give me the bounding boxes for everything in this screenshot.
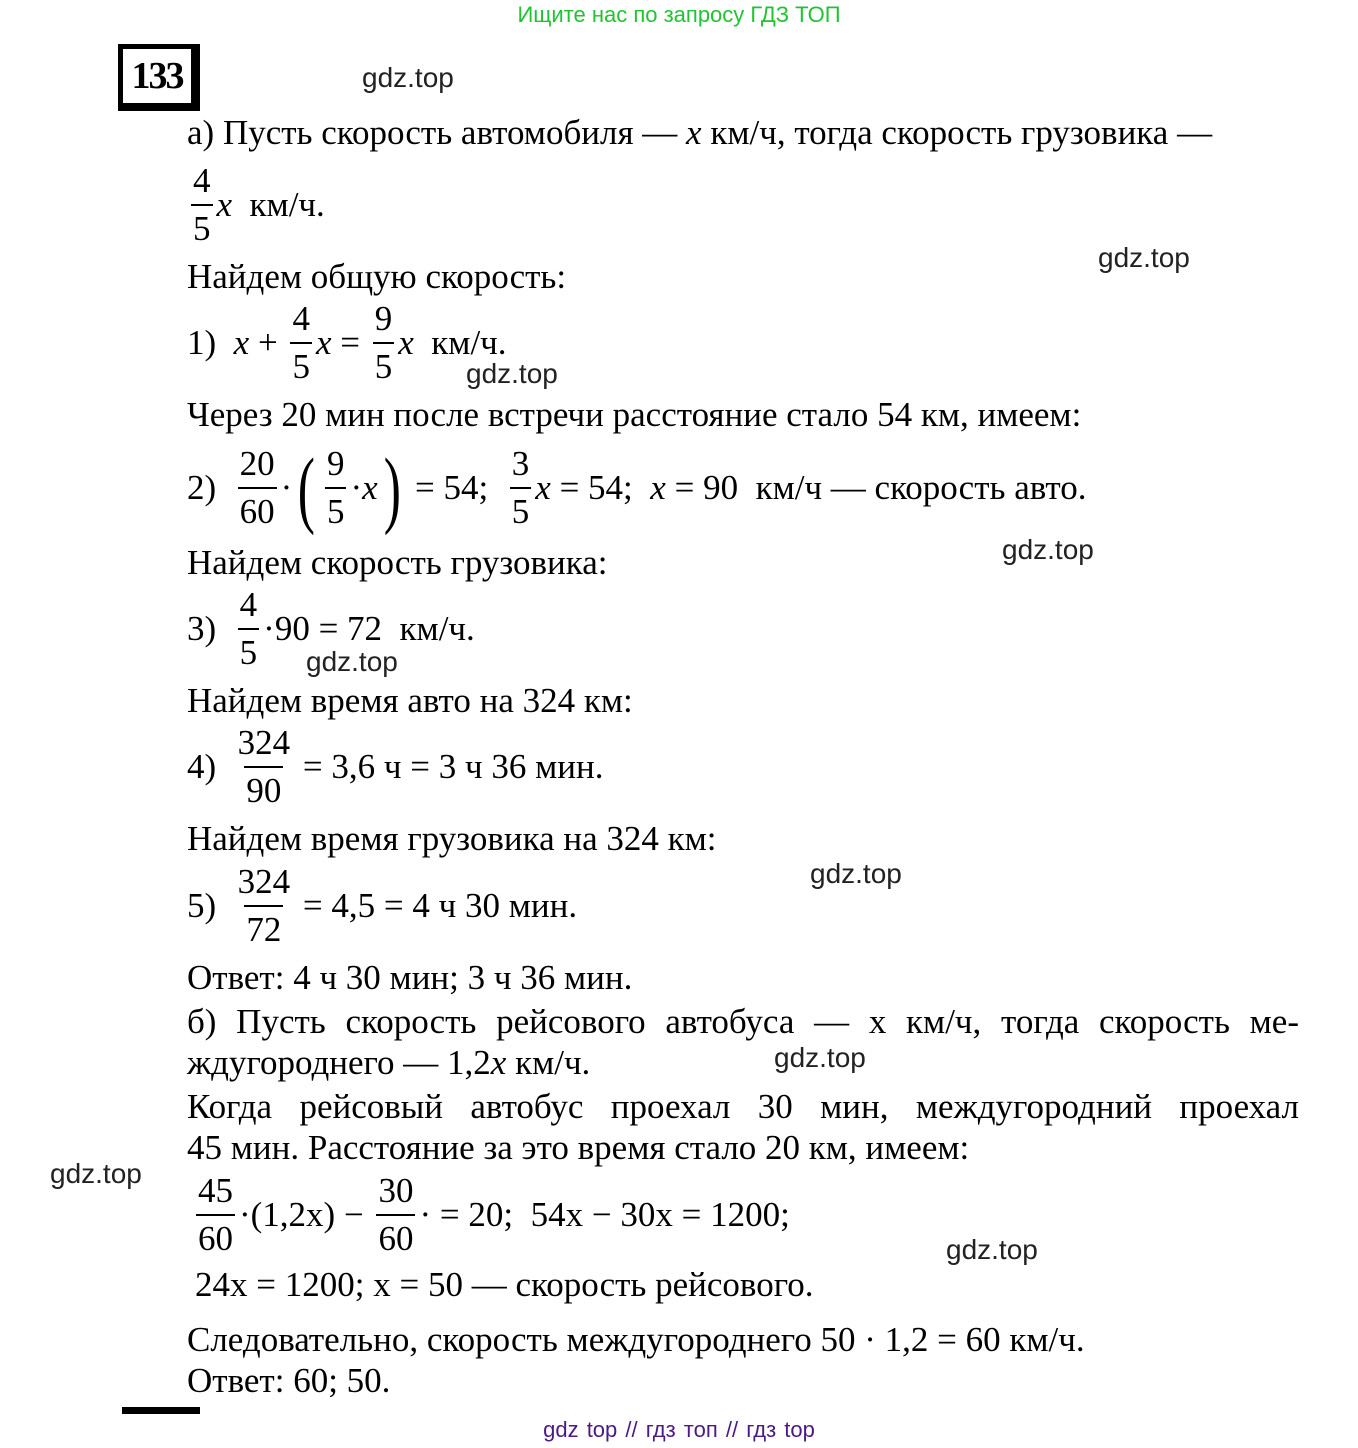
watermark: gdz.top [466,358,558,389]
dot: · [263,609,275,648]
numerator: 3 [511,444,530,483]
text: = 54; [406,468,506,507]
step-5 [187,861,577,951]
step-label: 4) [187,747,234,786]
denominator: 5 [191,204,213,252]
end-bar [122,1407,200,1414]
numerator: 20 [239,444,275,483]
part-b-line1: б) Пусть скорость рейсового автобуса — x км/ч, тогда скорость ме- [187,1002,1299,1041]
var-x: x [686,113,702,152]
answer-b: Ответ: 60; 50. [187,1361,391,1400]
numerator: 4 [193,161,211,200]
numerator: 9 [326,444,345,483]
text: = 4,5 = 4 ч 30 мин. [294,886,578,925]
denominator: 5 [373,342,395,390]
fraction [325,441,347,535]
var-x: x [535,468,551,507]
text: = 20; 54x − 30x = 1200; [431,1195,790,1234]
watermark: gdz.top [50,1158,142,1189]
denominator: 5 [290,342,312,390]
numerator: 324 [237,862,291,901]
part-b-line3: Когда рейсовый автобус проехал 30 мин, междугородний проехал [187,1087,1299,1126]
part-a-line1 [187,113,1212,153]
denominator: 72 [244,905,283,953]
heading: Найдем время грузовика на 324 км: [187,819,717,858]
step-1 [187,298,507,388]
denominator: 5 [238,628,260,676]
heading: Найдем общую скорость: [187,257,567,296]
watermark: gdz.top [810,858,902,889]
dot: · [350,468,363,507]
paren: ( [298,440,316,536]
denominator: 60 [238,487,277,535]
numerator: 30 [378,1171,414,1210]
heading: Найдем скорость грузовика: [187,543,608,582]
problem-number: 133 [118,44,200,111]
denominator: 60 [196,1214,235,1262]
text-line: Через 20 мин после встречи расстояние стало 54 км, имеем: [187,395,1082,434]
dot: · [239,1195,251,1234]
fraction [510,441,532,535]
watermark: gdz.top [1098,242,1190,273]
var-x: x [650,468,666,507]
search-banner[interactable]: Ищите нас по запросу ГДЗ ТОП [517,2,841,27]
equation-solution: 24x = 1200; x = 50 — скорость рейсового. [195,1265,814,1304]
text: а) Пусть скорость автомобиля — [187,113,687,152]
text: = 3,6 ч = 3 ч 36 мин. [294,747,604,786]
step-4 [187,722,603,812]
var-x: x [490,1043,507,1082]
denominator: 60 [376,1214,415,1262]
fraction [238,859,291,953]
equation [192,1170,790,1260]
paren: ) [383,440,401,536]
denominator: 90 [244,766,283,814]
text: 90 = 72 км/ч. [274,609,475,648]
step-label: 3) [187,609,234,648]
watermark: gdz.top [946,1234,1038,1265]
text: = 54; [550,468,651,507]
numerator: 45 [198,1171,233,1210]
watermark: gdz.top [362,62,454,93]
text: км/ч, тогда скорость грузовика — [701,113,1213,152]
var-x: x [398,323,414,362]
numerator: 4 [292,299,310,338]
text: = [331,323,369,362]
step-label: 2) [187,468,234,507]
fraction [191,158,213,252]
fraction [238,441,277,535]
denominator: 5 [325,487,347,535]
answer-a: Ответ: 4 ч 30 мин; 3 ч 36 мин. [187,958,633,997]
fraction [196,1168,235,1262]
var-x: x [216,185,233,224]
step-3 [187,584,475,674]
part-b-line4: 45 мин. Расстояние за это время стало 20 км, имеем: [187,1128,970,1167]
text: км/ч. [232,185,325,224]
heading: Найдем время авто на 324 км: [187,681,633,720]
step-2 [187,440,1087,536]
numerator: 4 [239,585,258,624]
text: км/ч. [413,323,507,362]
denominator: 5 [510,487,532,535]
text: + [249,323,287,362]
dot: · [280,468,293,507]
text: км/ч. [506,1043,591,1082]
var-x: x [362,468,378,507]
numerator: 9 [374,299,393,338]
fraction [290,296,312,390]
step-label: 1) [187,323,234,362]
var-x: x [233,323,250,362]
footer-links[interactable]: gdz top // гдз топ // гдз top [543,1417,815,1442]
conclusion: Следовательно, скорость междугороднего 50 · 1,2 = 60 км/ч. [187,1320,1085,1359]
fraction [373,296,395,390]
fraction [238,720,291,814]
watermark: gdz.top [774,1042,866,1073]
fraction [238,582,260,676]
var-x: x [315,323,332,362]
watermark: gdz.top [1002,534,1094,565]
dot: · [419,1195,432,1234]
step-label: 5) [187,886,234,925]
text: ждугороднего — 1,2 [187,1043,491,1082]
watermark: gdz.top [306,646,398,677]
fraction [376,1168,415,1262]
truck-speed-expr [187,160,325,250]
part-b-line2 [187,1043,590,1083]
text: (1,2x) − [250,1195,373,1234]
text: = 90 км/ч — скорость авто. [665,468,1087,507]
numerator: 324 [237,723,291,762]
